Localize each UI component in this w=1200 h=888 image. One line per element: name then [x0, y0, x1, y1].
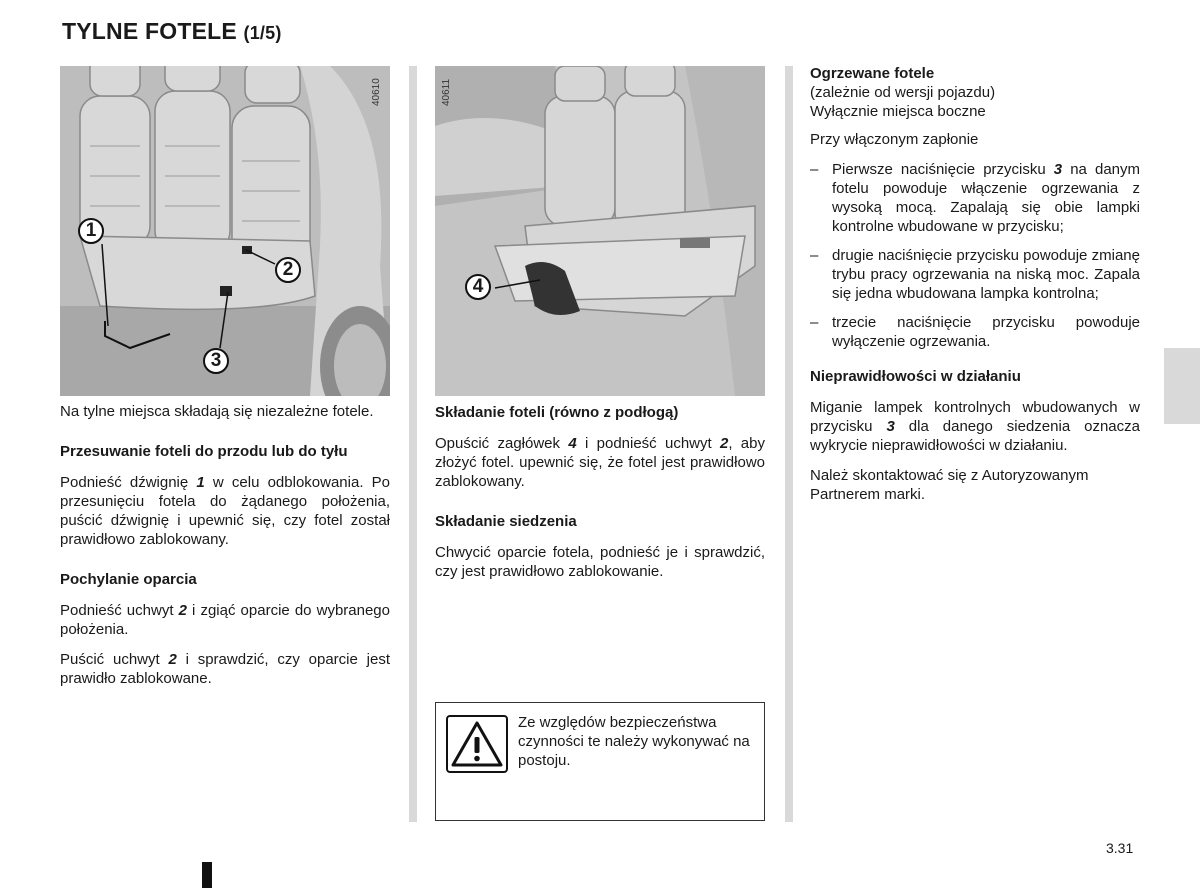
section-heading: Pochylanie oparcia: [60, 571, 197, 588]
folded-seat-illustration: [435, 66, 765, 396]
crop-mark: [202, 862, 212, 888]
chapter-tab: [1164, 348, 1200, 424]
middle-column: [435, 402, 765, 592]
paragraph: Podnieść dźwignię 1 w celu odblokowania. Po przesunięciu fotela do żądanego położenia, puścić dźwignię i upewnić się, czy fotel został prawidłowo zablokowany.: [60, 474, 390, 548]
callout-3: 3: [203, 348, 229, 374]
page-title-main: TYLNE FOTELE: [62, 18, 237, 44]
callout-4: 4: [465, 274, 491, 300]
warning-text: Ze względów bezpieczeństwa czynności te należy wykonywać na postoju.: [518, 714, 750, 769]
page-title: [62, 18, 282, 45]
column-divider-right: [785, 66, 793, 822]
list-item: – trzecie naciśnięcie przycisku powoduje wyłączenie ogrzewania.: [810, 314, 1140, 350]
warning-box: [435, 702, 765, 821]
callout-1: 1: [78, 218, 104, 244]
callout-2: 2: [275, 257, 301, 283]
section-heading: Nieprawidłowości w działaniu: [810, 368, 1021, 385]
paragraph: Należ skontaktować się z Autoryzowanym Partnerem marki.: [810, 467, 1089, 503]
page-title-part: (1/5): [243, 23, 282, 43]
figure-code: 40611: [441, 78, 452, 106]
paragraph: Chwycić oparcie fotela, podnieść je i sprawdzić, czy jest prawidłowo zablokowanie.: [435, 544, 765, 580]
paragraph: Puścić uchwyt 2 i sprawdzić, czy oparcie jest prawidło zablokowane.: [60, 651, 390, 687]
section-heading: Ogrzewane fotele: [810, 65, 935, 82]
figure-code: 40610: [371, 78, 382, 106]
intro-text: Na tylne miejsca składają się niezależne fotele.: [60, 403, 374, 420]
page-number: 3.31: [1106, 840, 1134, 856]
section-heading: Przesuwanie foteli do przodu lub do tyłu: [60, 443, 348, 460]
rear-seats-figure: [60, 66, 390, 396]
paragraph: Podnieść uchwyt 2 i zgiąć oparcie do wybranego położenia.: [60, 602, 390, 638]
folded-seat-figure: [435, 66, 765, 396]
paragraph: Opuścić zagłówek 4 i podnieść uchwyt 2, aby złożyć fotel. upewnić się, że fotel jest prawidłowo zablokowany.: [435, 435, 765, 490]
warning-triangle-icon: [446, 715, 508, 773]
list-item: – Pierwsze naciśnięcie przycisku 3 na danym fotelu powoduje włączenie ogrzewania z wysoką mocą. Zapalają się obie lampki kontrolne wbudowane w przycisku;: [810, 161, 1140, 235]
section-heading: Składanie siedzenia: [435, 513, 577, 530]
list-item: – drugie naciśnięcie przycisku powoduje zmianę trybu pracy ogrzewania na niską moc. Zapala się jedna wbudowana lampka kontrolna;: [810, 247, 1140, 302]
right-column: [810, 64, 1140, 515]
paragraph: Miganie lampek kontrolnych wbudowanych w przycisku 3 dla danego siedzenia oznacza wykrycie nieprawidłowości w działaniu.: [810, 399, 1140, 454]
left-column: [60, 402, 390, 699]
section-heading: Składanie foteli (równo z podłogą): [435, 404, 679, 421]
rear-seats-illustration: [60, 66, 390, 396]
subline: Wyłącznie miejsca boczne: [810, 103, 986, 120]
subline: (zależnie od wersji pojazdu): [810, 84, 996, 101]
column-divider-left: [409, 66, 417, 822]
condition-text: Przy włączonym zapłonie: [810, 131, 979, 148]
